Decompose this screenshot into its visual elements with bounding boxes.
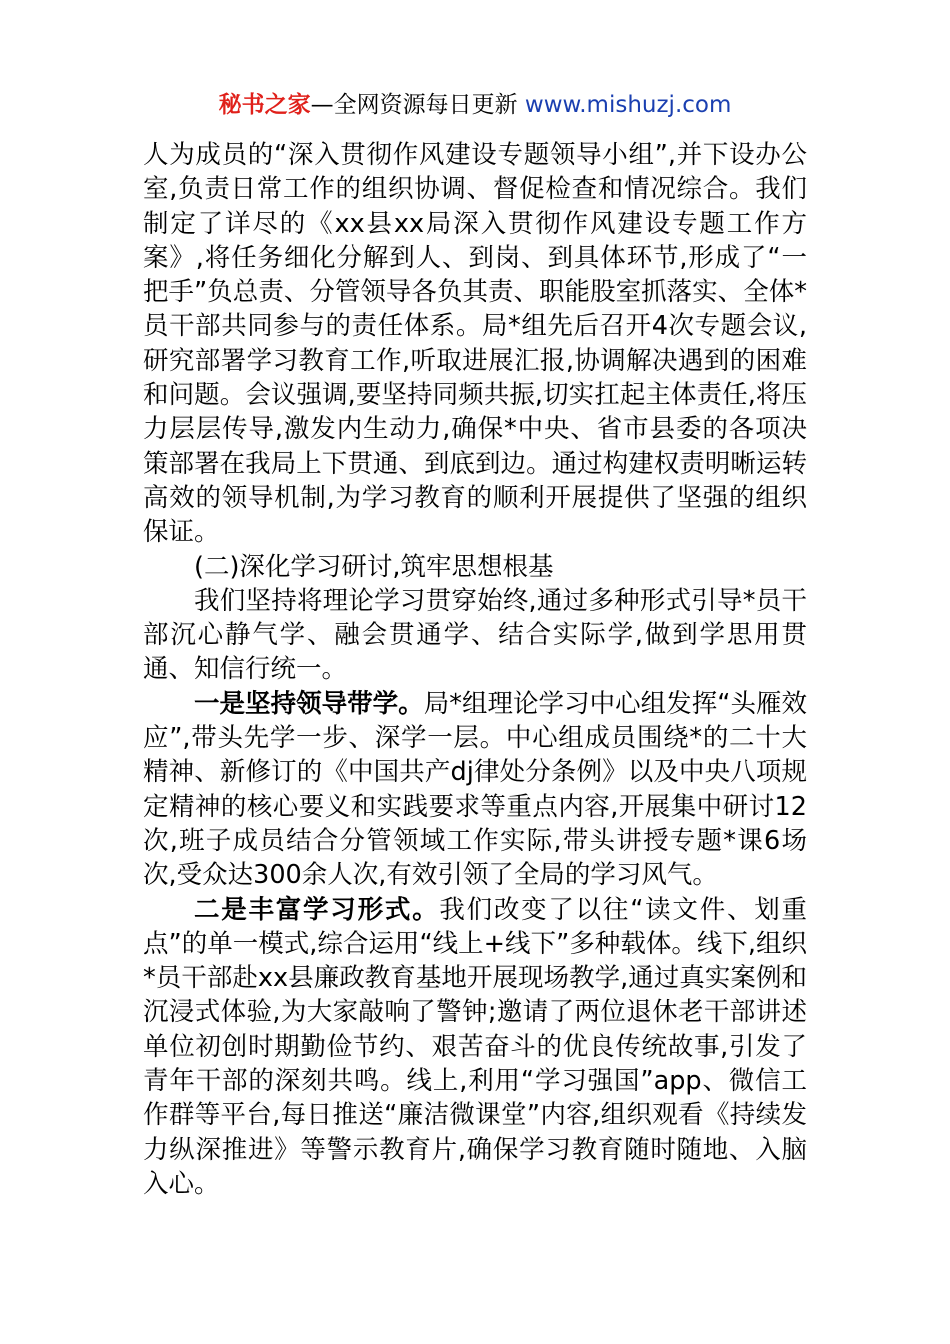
brand-name: 秘书之家 bbox=[218, 92, 311, 118]
paragraph-lead-text: 一是坚持领导带学。 bbox=[194, 688, 424, 719]
paragraph-study-forms bbox=[143, 893, 807, 1202]
paragraph-text: 局*组理论学习中心组发挥“头雁效应”,带头先学一步、深学一层。中心组成员围绕*的二十大精神、新修订的《中国共产dj律处分条例》以及中央八项规定精神的核心要义和实践要求等重点内容,开展集中研讨12次,班子成员结合分管领域工作实际,带头讲授专题*课6场次,受众达300余人次,有效引领了全局的学习风气。 bbox=[143, 688, 807, 891]
paragraph-study-intro: 我们坚持将理论学习贯穿始终,通过多种形式引导*员干部沉心静气学、融会贯通学、结合实际学,做到学思用贯通、知信行统一。 bbox=[143, 585, 807, 685]
site-url-link[interactable]: www.mishuzj.com bbox=[524, 92, 732, 118]
paragraph-continued: 人为成员的“深入贯彻作风建设专题领导小组”,并下设办公室,负责日常工作的组织协调、督促检查和情况综合。我们制定了详尽的《xx县xx局深入贯彻作风建设专题工作方案》,将任务细化分解到人、到岗、到具体环节,形成了“一把手”负总责、分管领导各负其责、职能股室抓落实、全体*员干部共同参与的责任体系。局*组先后召开4次专题会议,研究部署学习教育工作,听取进展汇报,协调解决遇到的困难和问题。会议强调,要坚持同频共振,切实扛起主体责任,将压力层层传导,激发内生动力,确保*中央、省市县委的各项决策部署在我局上下贯通、到底到边。通过构建权责明晰运转高效的领导机制,为学习教育的顺利开展提供了坚强的组织保证。 bbox=[143, 140, 807, 548]
section-heading: (二)深化学习研讨,筑牢思想根基 bbox=[194, 551, 554, 582]
paragraph-lead-text: 二是丰富学习形式。 bbox=[194, 894, 440, 925]
paragraph-leadership-study bbox=[143, 687, 807, 893]
page-header bbox=[0, 88, 950, 122]
paragraph-text: 我们改变了以往“读文件、划重点”的单一模式,综合运用“线上+线下”多种载体。线下,组织*员干部赴xx县廉政教育基地开展现场教学,通过真实案例和沉浸式体验,为大家敲响了警钟;邀请了两位退休老干部讲述单位初创时期勤俭节约、艰苦奋斗的优良传统故事,引发了青年干部的深刻共鸣。线上,利用“学习强国”app、微信工作群等平台,每日推送“廉洁微课堂”内容,组织观看《持续发力纵深推进》等警示教育片,确保学习教育随时随地、入脑入心。 bbox=[143, 894, 807, 1199]
header-tagline: —全网资源每日更新 bbox=[310, 92, 518, 118]
document-body bbox=[143, 138, 807, 1201]
